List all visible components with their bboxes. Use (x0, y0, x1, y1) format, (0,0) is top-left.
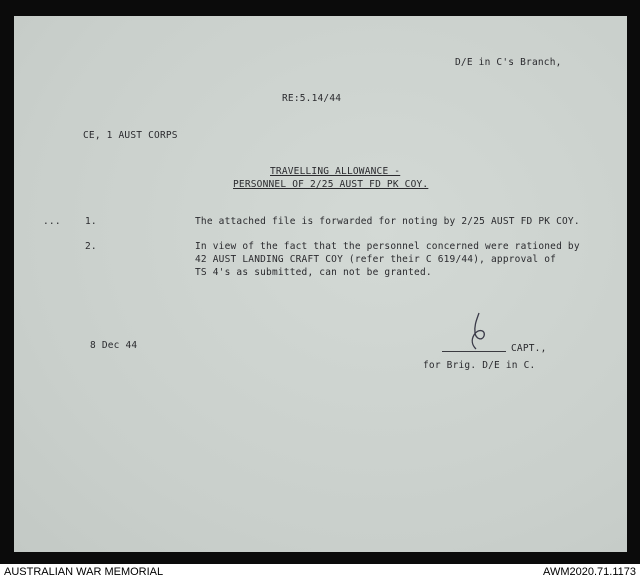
date: 8 Dec 44 (90, 340, 138, 351)
subject-line-2: PERSONNEL OF 2/25 AUST FD PK COY. (233, 179, 429, 190)
sender-branch: D/E in C's Branch, (455, 57, 562, 68)
paragraph-2-line-3: TS 4's as submitted, can not be granted. (195, 267, 432, 278)
footer-institution: AUSTRALIAN WAR MEMORIAL (4, 566, 164, 578)
margin-mark: ... (43, 216, 61, 227)
paragraph-1-number: 1. (85, 216, 97, 227)
paragraph-2-line-2: 42 AUST LANDING CRAFT COY (refer their C 619/44), approval of (195, 254, 557, 265)
paragraph-2-line-1: In view of the fact that the personnel concerned were rationed by (195, 241, 580, 252)
addressee: CE, 1 AUST CORPS (83, 130, 178, 141)
signatory-title: for Brig. D/E in C. (423, 360, 536, 371)
paragraph-2-number: 2. (85, 241, 97, 252)
reference-number: RE:5.14/44 (282, 93, 342, 104)
subject-line-1: TRAVELLING ALLOWANCE - (270, 166, 401, 177)
rank: CAPT., (511, 343, 547, 354)
signature-line (442, 351, 506, 352)
handwritten-signature (462, 311, 492, 353)
footer-accession-number: AWM2020.71.1173 (543, 566, 636, 578)
paragraph-1-text: The attached file is forwarded for noting by 2/25 AUST FD PK COY. (195, 216, 580, 227)
